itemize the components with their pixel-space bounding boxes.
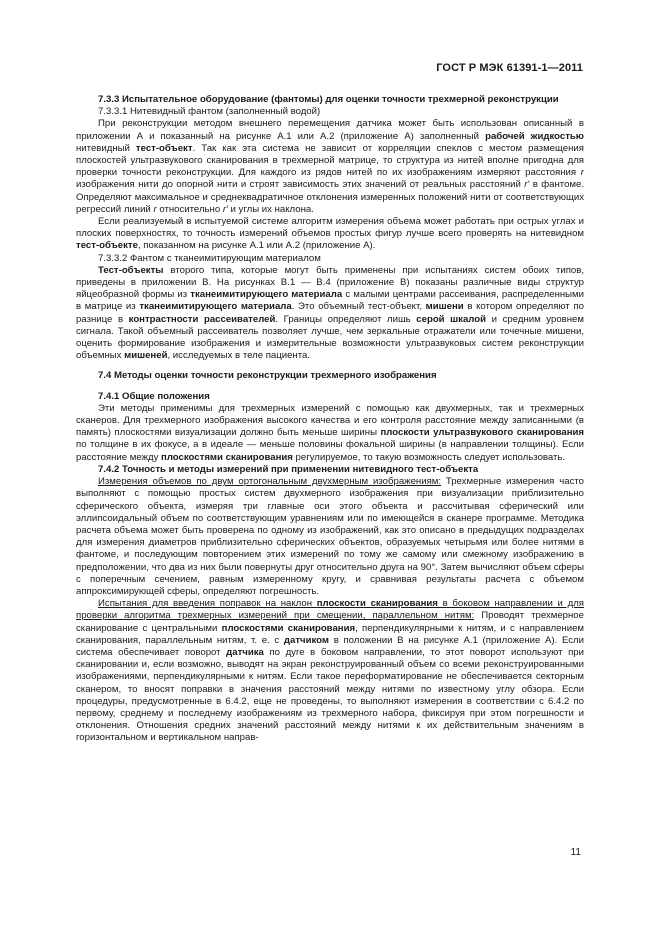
term-bold: плоскости ультразвукового сканирования <box>380 427 584 439</box>
text-run: , показанном на рисунке А.1 или А.2 (приложение А). <box>137 240 376 252</box>
term-bold: Тест-объекты <box>98 264 164 276</box>
section-7-4-heading: 7.4 Методы оценки точности реконструкции трехмерного изображения <box>98 370 437 382</box>
term-bold: плоскостями сканирования <box>221 622 356 634</box>
variable-italic: r′ <box>524 179 530 191</box>
text-run: При реконструкции методом внешнего перемещения датчика может быть использован описанный в приложении А и показанный на рисунке А.1 или А.2 (приложение А) заполненный <box>76 118 584 142</box>
text-run: в положении В на рисунке А.1 (приложение А). Если система обеспечивает поворот <box>76 634 584 658</box>
term-bold: серой шкалой <box>416 313 487 325</box>
term-bold: датчика <box>226 646 264 658</box>
text-run: Проводят трехмерное сканирование с центральными <box>76 610 584 634</box>
term-bold: плоскостями сканирования <box>161 451 293 463</box>
underlined-lead: Испытания для введения поправок на наклон <box>98 598 317 610</box>
page-body <box>76 94 584 745</box>
text-run: . Это объемный тест-объект, <box>291 301 426 313</box>
text-run: и углы их наклона. <box>227 203 314 215</box>
document-code-header: ГОСТ Р МЭК 61391-1—2011 <box>436 62 583 74</box>
term-bold: мишени <box>425 301 464 313</box>
paragraph-tilt-correction <box>76 598 584 744</box>
term-bold: тканеимитирующего материала <box>139 301 292 313</box>
text-run: . Границы определяют лишь <box>275 313 417 325</box>
paragraph-orthogonal-measurement <box>76 476 584 598</box>
text-run: относительно <box>156 203 223 215</box>
text-run: . Так как эта система не зависит от корреляции спеклов с местом размещения плоскостей ультразвукового сканирования в трехмерной матрице, то структура из нитей вполне пригодна для проверки точности реконструкции. Для каждого из рядов нитей по их изображениям измеряют расстояния <box>76 142 584 179</box>
page-number: 11 <box>570 847 581 858</box>
term-bold: тканеимитирующего материала <box>190 289 343 301</box>
paragraph-general-provisions <box>76 403 584 464</box>
underlined-lead: в боковом направлении и для проверки алгоритма трехмерных измерений при смещении, параллельном нитям: <box>76 598 584 622</box>
text-run: , перпендикулярными к нитям, и с направлением сканирования, параллельным нитям, т. е. с <box>76 622 584 646</box>
text-run: Трехмерные измерения часто выполняют с помощью простых систем двухмерного изображения при визуализации приблизительно сферического объекта, измеряя три главные оси этого объекта и рассчитывая сферический или эллипсоидальный объем по соответствующим уравнениям или по имеющейся в сканере программе. Методика расчета объема может быть проверена по одному из изображений, как это описано в предыдущих подразделах для измерения диаметров приблизительно сферических объектов, образуемых четырьмя или более нитями в фантоме, и последующим повторением этих измерений по тому же самому или смежному изображению в предположении, что два из них были повернуты друг относительно друга на 90°. Затем вычисляют объем сферы с поперечным сечением, равным измеренному кругу, и сравнивая результаты расчета с объемом аппроксимирующей сферы, определяют погрешность. <box>76 476 584 597</box>
term-bold: мишеней <box>124 350 168 362</box>
section-7-4-2-heading: 7.4.2 Точность и методы измерений при применении нитевидного тест-объекта <box>98 463 479 475</box>
text-run: , исследуемых в теле пациента. <box>167 350 311 362</box>
term-bold: рабочей жидкостью <box>485 130 584 142</box>
term-bold: тест-объект <box>135 142 193 154</box>
section-7-3-3-1-heading: 7.3.3.1 Нитевидный фантом (заполненный водой) <box>98 106 321 118</box>
paragraph-filament-phantom <box>76 118 584 216</box>
section-7-4-1-heading: 7.4.1 Общие положения <box>98 390 210 402</box>
text-run: с малыми центрами рассеивания, распределенными в матрице из <box>76 289 585 313</box>
text-run: и средним уровнем сигнала. Такой объемный рассеиватель позволяет лучше, чем зеркальные отражатели или точечные мишени, оценить формирование изображения и измерительные возможности ультразвуковых систем реконструкции объемных <box>76 313 584 362</box>
term-bold-underlined: плоскости сканирования <box>316 598 438 610</box>
term-bold: тест-объекте <box>76 240 138 252</box>
section-7-3-3-2-heading: 7.3.3.2 Фантом с тканеимитирующим материалом <box>98 252 321 264</box>
paragraph-volume-algorithm <box>76 216 584 253</box>
text-run: Если реализуемый в испытуемой системе алгоритм измерения объема может работать при острых углах и плоских поверхностях, то точность измерений объемов простых фигур лучше всего проверять на нитевидном <box>76 216 584 240</box>
paragraph-tissue-phantom <box>76 265 584 363</box>
text-run: нитевидный <box>76 142 136 154</box>
variable-italic: r <box>580 167 584 179</box>
variable-italic: r′ <box>222 203 228 215</box>
text-run: второго типа, которые могут быть применены при испытаниях систем обоих типов, приведены в приложении В. На рисунках В.1 — В.4 (приложение В) показаны различные виды структур яйцеобразной формы из <box>76 264 584 301</box>
text-run: по дуге в боковом направлении, то этот поворот используют при сканировании и, если возможно, выводят на экран реконструированный объем со всеми реконструированными изображениями, перпендикулярными к нитям. Если такое переформатирование не обеспечивается секторным сканером, то вносят поправки в значения расстояний между нитями по известному углу обзора. Если процедуры, предусмотренные в 6.4.2, еще не проведены, то выполняют измерения в соответствии с 6.4.2 по первому, среднему и последнему изображениям из трехмерного набора, фиксируя при этом погрешности и отклонения. Отношения средних значений расстояний между нитями к их действительным значениям в горизонтальном и вертикальном направ- <box>76 646 585 744</box>
text-run: в фантоме. Определяют максимальное и среднеквадратичное отклонения измеренных положений нити от соответствующих регрессий линий <box>76 179 584 215</box>
section-7-3-3-heading: 7.3.3 Испытательное оборудование (фантомы) для оценки точности трехмерной реконструкции <box>98 94 559 105</box>
term-bold: датчиком <box>283 634 330 646</box>
underlined-lead: Измерения объемов по двум ортогональным двухмерным изображениям: <box>98 476 442 488</box>
text-run: изображения нити до опорной нити и строят зависимость этих значений от реальных расстояний <box>76 179 525 191</box>
text-run: регулируемое, то такую возможность следует использовать. <box>292 451 566 463</box>
text-run: Эти методы применимы для трехмерных измерений с помощью как двухмерных, так и трехмерных сканеров. Для трехмерного изображения высокого качества и его контроля расстояние между записанными (в память) плоскостями визуализации должно быть меньше ширины <box>76 402 584 439</box>
text-run: в котором определяют по разнице в <box>76 301 584 325</box>
text-run: по толщине в их фокусе, а в идеале — меньше половины фокальной ширины (в направлении толщины). Если расстояние между <box>76 439 584 463</box>
variable-italic: r <box>153 203 157 215</box>
term-bold: контрастности рассеивателей <box>128 313 276 325</box>
